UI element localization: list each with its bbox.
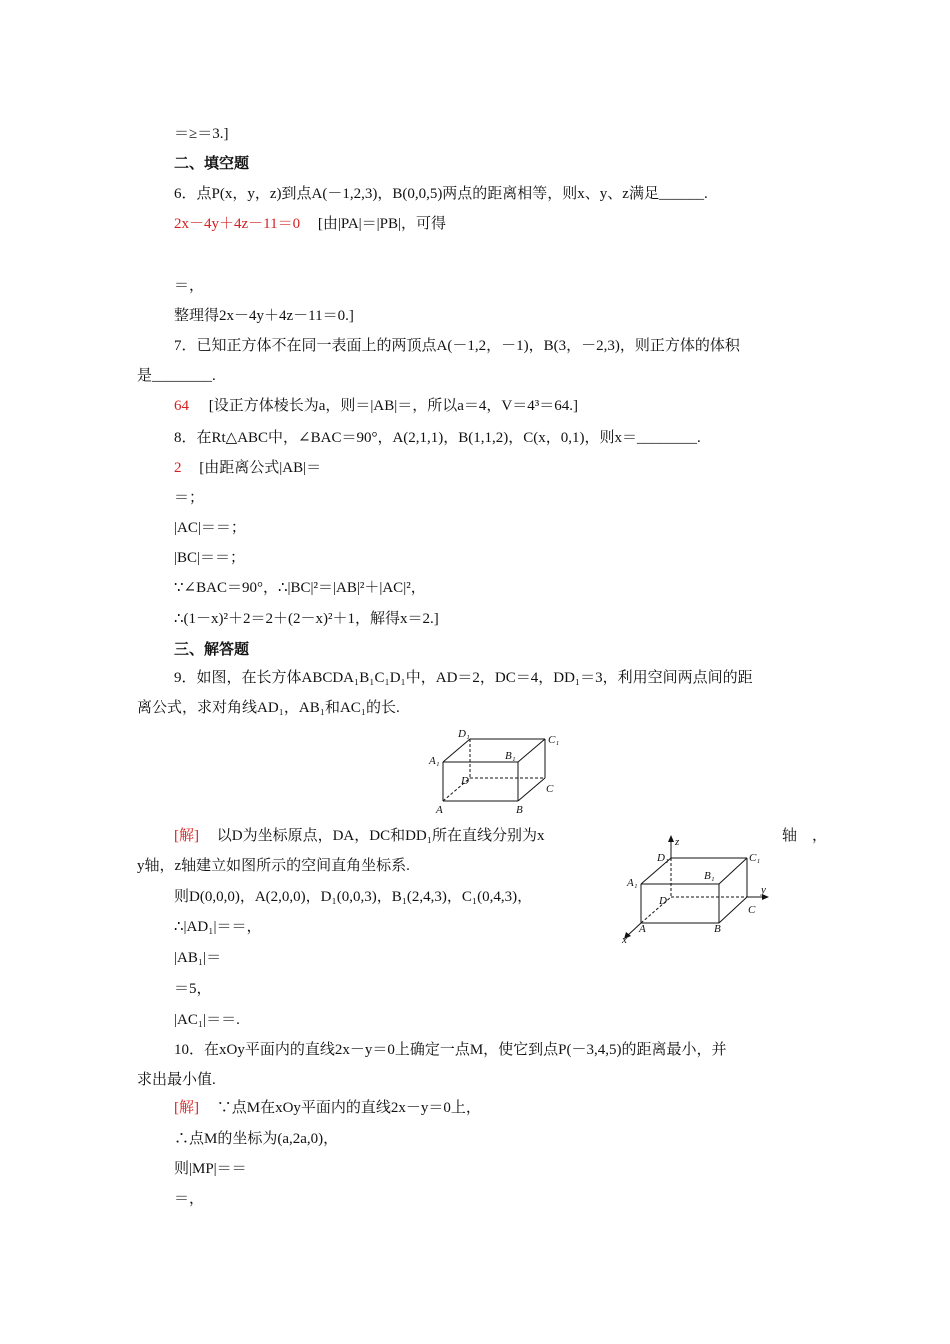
answer-8-line2: ＝； <box>174 490 205 506</box>
fig2-label-A: A <box>639 923 646 935</box>
answer-6 <box>174 214 446 234</box>
fig1-label-C1: C₁ <box>548 734 560 746</box>
coordinate-cuboid-figure <box>615 832 780 947</box>
solution-9-line2: y轴，z轴建立如图所示的空间直角坐标系. <box>137 858 410 874</box>
answer-7-solution: [设正方体棱长为a，则＝|AB|＝，所以a＝4，V＝4³＝64.] <box>208 398 578 414</box>
fig1-label-D1: D₁ <box>458 728 470 740</box>
answer-7 <box>174 396 578 416</box>
answer-6-end: 整理得2x－4y＋4z－11＝0.] <box>174 308 354 324</box>
answer-6-eq: ＝， <box>174 278 205 294</box>
solution-10-line3: 则|MP|＝＝ <box>174 1161 247 1177</box>
solution-9-line6: ＝5， <box>174 981 212 997</box>
question-6: 6．点P(x，y，z)到点A(－1,2,3)，B(0,0,5)两点的距离相等，则x、y、z满足______. <box>174 186 708 202</box>
answer-7-value: 64 <box>174 398 189 414</box>
fig2-label-B: B <box>714 923 721 935</box>
line-l1: ＝≥＝3.] <box>174 126 229 142</box>
fig2-label-x: x <box>622 934 627 946</box>
section-heading-solve: 三、解答题 <box>174 642 250 658</box>
fig1-label-B1: B₁ <box>505 750 516 762</box>
fig1-label-A: A <box>436 804 443 816</box>
question-7-line2: 是________. <box>137 368 216 384</box>
question-9-line2: 离公式，求对角线AD₁，AB₁和AC₁的长. <box>137 700 400 716</box>
solution-10-line2: ∴点M的坐标为(a,2a,0)， <box>174 1131 339 1147</box>
solution-10-text: ∵点M在xOy平面内的直线2x－y＝0上， <box>216 1100 481 1116</box>
solution-10-tag: [解] <box>174 1100 199 1116</box>
question-10-line1: 10．在xOy平面内的直线2x－y＝0上确定一点M，使它到点P(－3,4,5)的距离最小，并 <box>174 1042 727 1058</box>
question-8: 8．在Rt△ABC中，∠BAC＝90°，A(2,1,1)，B(1,1,2)，C(x，0,1)，则x＝________. <box>174 430 701 446</box>
answer-8-line5: ∵∠BAC＝90°，∴|BC|²＝|AB|²＋|AC|²， <box>174 580 426 596</box>
fig2-label-B1: B₁ <box>704 870 715 882</box>
cuboid-figure <box>420 726 570 816</box>
solution-9-text: 以D为坐标原点，DA，DC和DD₁所在直线分别为x <box>216 828 545 844</box>
question-10-line2: 求出最小值. <box>137 1072 216 1088</box>
answer-8-line6: ∴(1－x)²＋2＝2＋(2－x)²＋1，解得x＝2.] <box>174 611 439 627</box>
answer-8-line3: |AC|＝＝； <box>174 520 246 536</box>
solution-10-line1 <box>174 1098 481 1118</box>
answer-6-value: 2x－4y＋4z－11＝0 <box>174 216 301 232</box>
solution-9-tag: [解] <box>174 828 199 844</box>
fig2-label-C1: C₁ <box>749 852 761 864</box>
solution-9-line4: ∴|AD₁|＝＝， <box>174 919 262 935</box>
fig1-label-B: B <box>516 804 523 816</box>
answer-8-value: 2 <box>174 460 182 476</box>
answer-8-solution: [由距离公式|AB|＝ <box>199 460 322 476</box>
solution-10-line4: ＝， <box>174 1191 205 1207</box>
answer-8 <box>174 458 321 478</box>
fig1-label-A1: A₁ <box>429 755 440 767</box>
fig2-label-D1: D₁ <box>657 852 669 864</box>
fig2-label-y: y <box>761 884 766 896</box>
section-heading-fill: 二、填空题 <box>174 156 250 172</box>
solution-9-line1 <box>174 826 544 846</box>
fig2-label-C: C <box>748 904 756 916</box>
answer-6-solution: [由|PA|＝|PB|，可得 <box>317 216 447 232</box>
solution-9-line3: 则D(0,0,0)，A(2,0,0)，D₁(0,0,3)，B₁(2,4,3)，C₁(0,4,3)， <box>174 889 533 905</box>
question-7-line1: 7．已知正方体不在同一表面上的两顶点A(－1,2，－1)，B(3，－2,3)，则正方体的体积 <box>174 338 740 354</box>
fig2-label-D: D <box>659 895 667 907</box>
solution-9-line7: |AC₁|＝＝. <box>174 1012 240 1028</box>
fig2-label-A1: A₁ <box>627 877 638 889</box>
solution-9-comma: ， <box>812 828 828 844</box>
fig1-label-D: D <box>461 775 469 787</box>
answer-8-line4: |BC|＝＝； <box>174 550 246 566</box>
fig1-label-C: C <box>546 783 554 795</box>
solution-9-line5: |AB₁|＝ <box>174 950 222 966</box>
fig2-label-z: z <box>675 836 680 848</box>
question-9-line1: 9．如图，在长方体ABCDA₁B₁C₁D₁中，AD＝2，DC＝4，DD₁＝3，利用空间两点间的距 <box>174 670 753 686</box>
solution-9-axis: 轴 <box>782 828 798 844</box>
